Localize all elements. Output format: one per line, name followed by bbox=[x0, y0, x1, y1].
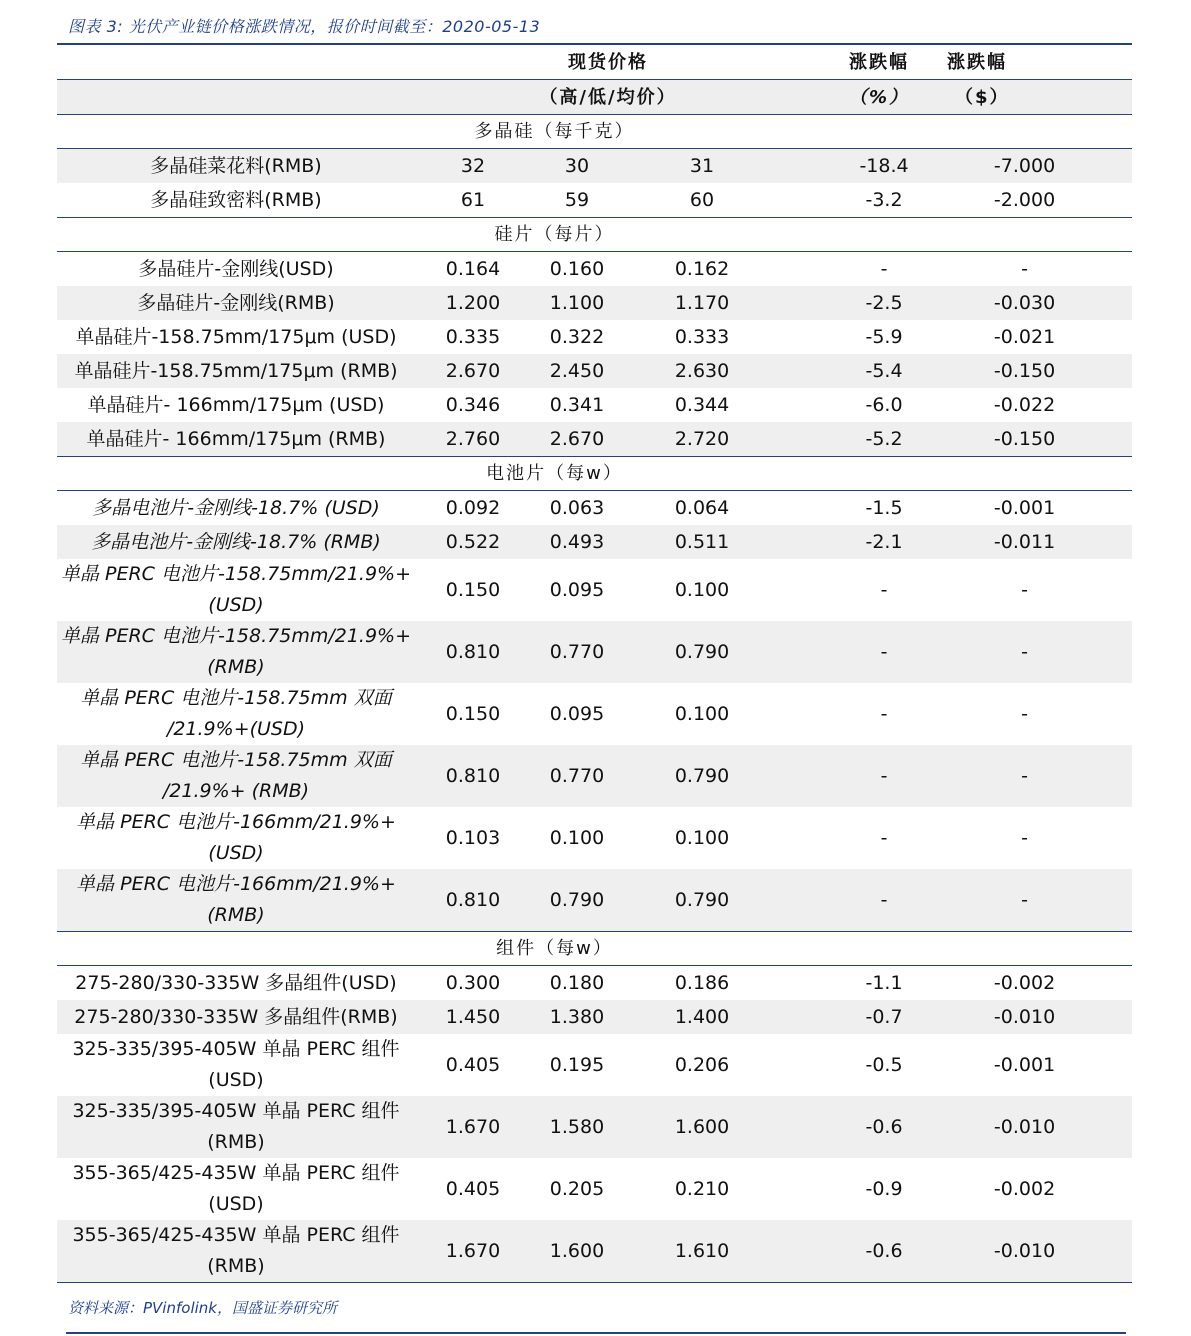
high-price-cell: 1.200 bbox=[415, 286, 531, 320]
row-name-line2: (RMB) bbox=[207, 1131, 265, 1153]
high-price-cell: 2.670 bbox=[415, 354, 531, 388]
low-price-cell: 1.580 bbox=[531, 1096, 623, 1158]
avg-price-cell: 1.170 bbox=[623, 286, 831, 320]
section-title: 组件（每w） bbox=[57, 932, 1132, 966]
row-name-line1: 275-280/330-335W 多晶组件(USD) bbox=[75, 971, 397, 994]
table-row bbox=[57, 1158, 1132, 1220]
high-price-cell: 0.150 bbox=[445, 702, 501, 725]
change-abs-cell: - bbox=[1021, 826, 1028, 849]
price-table-container bbox=[57, 45, 1132, 1283]
table-row bbox=[57, 422, 1132, 457]
row-name-line1: 325-335/395-405W 单晶 PERC 组件 bbox=[72, 1038, 400, 1060]
table-row bbox=[57, 320, 1132, 354]
avg-price-cell: 1.600 bbox=[623, 1096, 831, 1158]
row-name-line1: 多晶硅致密料(RMB) bbox=[150, 188, 322, 211]
change-pct-cell: - bbox=[880, 826, 888, 849]
section-row bbox=[57, 457, 1132, 491]
header-row-1 bbox=[57, 45, 1132, 80]
high-price-cell: 2.760 bbox=[415, 422, 531, 457]
change-pct-cell: -0.5 bbox=[865, 1053, 903, 1076]
change-abs-cell: -0.002 bbox=[993, 1177, 1056, 1200]
change-pct-cell: -2.5 bbox=[831, 286, 927, 320]
usd-unit-header: （$） bbox=[927, 80, 1132, 115]
change-abs-cell: -0.011 bbox=[927, 525, 1132, 559]
row-name-line1: 多晶电池片-金刚线-18.7% (USD) bbox=[92, 496, 380, 519]
low-price-cell: 0.063 bbox=[549, 496, 605, 519]
table-row bbox=[57, 1000, 1132, 1034]
row-name bbox=[57, 286, 415, 320]
row-name bbox=[57, 252, 415, 287]
row-name bbox=[57, 388, 415, 422]
change-pct-cell: -1.5 bbox=[865, 496, 903, 519]
row-name-line2: /21.9%+(USD) bbox=[166, 718, 306, 740]
row-name bbox=[57, 354, 415, 388]
table-row bbox=[57, 621, 1132, 683]
high-price-cell: 1.670 bbox=[415, 1220, 531, 1283]
table-row bbox=[57, 745, 1132, 807]
high-price-cell: 32 bbox=[415, 149, 531, 184]
change-pct-cell: - bbox=[880, 578, 888, 601]
row-name-line1: 单晶 PERC 电池片-158.75mm 双面 bbox=[80, 749, 392, 771]
avg-price-cell: 31 bbox=[623, 149, 831, 184]
row-name-line1: 多晶硅片-金刚线(RMB) bbox=[137, 291, 335, 314]
change-abs-cell: -0.150 bbox=[927, 354, 1132, 388]
avg-price-cell: 0.100 bbox=[674, 826, 730, 849]
avg-price-cell: 0.100 bbox=[674, 702, 730, 725]
change-pct-cell: -5.9 bbox=[865, 325, 903, 348]
row-name-line2: /21.9%+ (RMB) bbox=[162, 780, 310, 802]
row-name-line1: 单晶 PERC 电池片-158.75mm 双面 bbox=[80, 687, 392, 709]
change-pct-cell: - bbox=[831, 621, 927, 683]
avg-price-cell: 0.344 bbox=[674, 393, 730, 416]
table-row bbox=[57, 683, 1132, 745]
low-price-cell: 1.100 bbox=[531, 286, 623, 320]
low-price-cell: 1.600 bbox=[531, 1220, 623, 1283]
high-low-avg-header: （高/低/均价） bbox=[415, 80, 831, 115]
high-price-cell: 0.335 bbox=[445, 325, 501, 348]
high-price-cell: 0.810 bbox=[415, 869, 531, 932]
change-abs-cell: - bbox=[1021, 257, 1028, 280]
table-row bbox=[57, 149, 1132, 184]
change-abs-cell: - bbox=[927, 745, 1132, 807]
change-abs-cell: - bbox=[1021, 578, 1028, 601]
row-name-line2: (RMB) bbox=[207, 904, 265, 926]
high-price-cell: 1.450 bbox=[415, 1000, 531, 1034]
avg-price-cell: 2.720 bbox=[623, 422, 831, 457]
high-price-cell: 0.405 bbox=[445, 1177, 501, 1200]
table-body bbox=[57, 115, 1132, 1283]
row-name-line2: (USD) bbox=[208, 842, 264, 864]
row-name bbox=[57, 745, 415, 807]
table-row bbox=[57, 1220, 1132, 1283]
row-name-line2: (USD) bbox=[208, 1069, 264, 1091]
row-name-line1: 275-280/330-335W 多晶组件(RMB) bbox=[74, 1005, 398, 1028]
row-name-line1: 多晶硅片-金刚线(USD) bbox=[138, 257, 334, 280]
row-name-line1: 单晶 PERC 电池片-166mm/21.9%+ bbox=[76, 811, 396, 833]
low-price-cell: 0.322 bbox=[549, 325, 605, 348]
table-row bbox=[57, 1034, 1132, 1096]
low-price-cell: 59 bbox=[564, 188, 590, 211]
source-note: 资料来源：PVinfolink，国盛证券研究所 bbox=[68, 1299, 337, 1317]
change-pct-cell: -18.4 bbox=[831, 149, 927, 184]
header-row-2 bbox=[57, 80, 1132, 115]
avg-price-cell: 0.210 bbox=[674, 1177, 730, 1200]
low-price-cell: 2.450 bbox=[531, 354, 623, 388]
high-price-cell: 0.150 bbox=[445, 578, 501, 601]
row-name bbox=[57, 1000, 415, 1034]
row-name-line1: 单晶 PERC 电池片-158.75mm/21.9%+ bbox=[60, 563, 412, 585]
low-price-cell: 0.493 bbox=[531, 525, 623, 559]
change-pct-cell: - bbox=[880, 257, 888, 280]
high-price-cell: 0.092 bbox=[445, 496, 501, 519]
change-abs-cell: - bbox=[1021, 702, 1028, 725]
change-pct-cell: - bbox=[831, 869, 927, 932]
avg-price-cell: 1.610 bbox=[623, 1220, 831, 1283]
table-row bbox=[57, 966, 1132, 1001]
high-price-cell: 0.164 bbox=[445, 257, 501, 280]
avg-price-cell: 0.186 bbox=[674, 971, 730, 994]
section-title: 硅片（每片） bbox=[57, 218, 1132, 252]
change-pct-cell: -0.9 bbox=[865, 1177, 903, 1200]
table-row bbox=[57, 388, 1132, 422]
low-price-cell: 0.095 bbox=[549, 702, 605, 725]
row-name bbox=[57, 1034, 415, 1096]
row-name bbox=[57, 683, 415, 745]
spot-price-header: 现货价格 bbox=[568, 51, 649, 73]
low-price-cell: 0.195 bbox=[549, 1053, 605, 1076]
avg-price-cell: 0.790 bbox=[623, 745, 831, 807]
low-price-cell: 2.670 bbox=[531, 422, 623, 457]
change-pct-cell: -1.1 bbox=[865, 971, 903, 994]
change-abs-cell: - bbox=[927, 869, 1132, 932]
section-row bbox=[57, 218, 1132, 252]
row-name-line2: (USD) bbox=[208, 594, 264, 616]
avg-price-cell: 0.100 bbox=[674, 578, 730, 601]
row-name bbox=[57, 807, 415, 869]
high-price-cell: 0.522 bbox=[415, 525, 531, 559]
row-name bbox=[57, 491, 415, 526]
low-price-cell: 1.380 bbox=[531, 1000, 623, 1034]
table-row bbox=[57, 354, 1132, 388]
change-pct-cell: -0.7 bbox=[831, 1000, 927, 1034]
row-name-line1: 多晶电池片-金刚线-18.7% (RMB) bbox=[91, 530, 381, 553]
table-row bbox=[57, 869, 1132, 932]
row-name bbox=[57, 1220, 415, 1283]
change-pct-cell: -6.0 bbox=[865, 393, 903, 416]
change-pct-cell: -0.6 bbox=[831, 1220, 927, 1283]
change-abs-cell: -0.002 bbox=[993, 971, 1056, 994]
high-price-cell: 0.405 bbox=[445, 1053, 501, 1076]
row-name-line1: 单晶 PERC 电池片-158.75mm/21.9%+ bbox=[60, 625, 412, 647]
change-pct-header: 涨跌幅 bbox=[849, 51, 910, 73]
avg-price-cell: 0.064 bbox=[674, 496, 730, 519]
row-name bbox=[57, 320, 415, 354]
row-name-line1: 单晶硅片-158.75mm/175μm (RMB) bbox=[74, 359, 398, 382]
high-price-cell: 61 bbox=[460, 188, 486, 211]
change-abs-cell: -0.021 bbox=[993, 325, 1056, 348]
high-price-cell: 0.103 bbox=[445, 826, 501, 849]
change-pct-cell: -3.2 bbox=[865, 188, 903, 211]
table-row bbox=[57, 807, 1132, 869]
change-pct-cell: -2.1 bbox=[831, 525, 927, 559]
row-name-line1: 单晶硅片-158.75mm/175μm (USD) bbox=[75, 325, 397, 348]
table-row bbox=[57, 491, 1132, 526]
table-row bbox=[57, 286, 1132, 320]
avg-price-cell: 60 bbox=[689, 188, 715, 211]
change-abs-cell: -2.000 bbox=[993, 188, 1056, 211]
high-price-cell: 0.300 bbox=[445, 971, 501, 994]
row-name bbox=[57, 1158, 415, 1220]
row-name bbox=[57, 149, 415, 184]
avg-price-cell: 0.511 bbox=[623, 525, 831, 559]
row-name-line2: (RMB) bbox=[207, 1255, 265, 1277]
row-name-line2: (RMB) bbox=[207, 656, 265, 678]
low-price-cell: 0.770 bbox=[531, 621, 623, 683]
change-abs-cell: -0.010 bbox=[927, 1000, 1132, 1034]
high-price-cell: 0.810 bbox=[415, 745, 531, 807]
low-price-cell: 0.341 bbox=[549, 393, 605, 416]
section-title: 电池片（每w） bbox=[57, 457, 1132, 491]
section-title: 多晶硅（每千克） bbox=[57, 115, 1132, 149]
row-name-line1: 355-365/425-435W 单晶 PERC 组件 bbox=[72, 1224, 400, 1246]
table-row bbox=[57, 1096, 1132, 1158]
change-abs-cell: -0.022 bbox=[993, 393, 1056, 416]
row-name bbox=[57, 966, 415, 1001]
change-abs-header: 涨跌幅 bbox=[947, 51, 1008, 73]
change-abs-cell: -7.000 bbox=[927, 149, 1132, 184]
low-price-cell: 0.100 bbox=[549, 826, 605, 849]
row-name-line1: 单晶硅片- 166mm/175μm (RMB) bbox=[86, 427, 386, 450]
row-name bbox=[57, 869, 415, 932]
low-price-cell: 0.095 bbox=[549, 578, 605, 601]
change-pct-cell: -0.6 bbox=[831, 1096, 927, 1158]
change-pct-cell: - bbox=[880, 702, 888, 725]
pct-unit-header: （%） bbox=[831, 80, 927, 115]
figure-caption: 图表 3: 光伏产业链价格涨跌情况，报价时间截至：2020-05-13 bbox=[68, 17, 541, 36]
change-abs-cell: -0.150 bbox=[927, 422, 1132, 457]
row-name bbox=[57, 1096, 415, 1158]
low-price-cell: 30 bbox=[531, 149, 623, 184]
row-name bbox=[57, 559, 415, 621]
change-pct-cell: -5.4 bbox=[831, 354, 927, 388]
row-name-line2: (USD) bbox=[208, 1193, 264, 1215]
row-name-line1: 单晶 PERC 电池片-166mm/21.9%+ bbox=[76, 873, 396, 895]
avg-price-cell: 0.790 bbox=[623, 869, 831, 932]
low-price-cell: 0.205 bbox=[549, 1177, 605, 1200]
change-abs-cell: -0.030 bbox=[927, 286, 1132, 320]
high-price-cell: 0.810 bbox=[415, 621, 531, 683]
change-abs-cell: -0.001 bbox=[993, 496, 1056, 519]
change-pct-cell: - bbox=[831, 745, 927, 807]
row-name-line1: 单晶硅片- 166mm/175μm (USD) bbox=[87, 393, 385, 416]
price-table bbox=[57, 45, 1132, 1283]
avg-price-cell: 0.333 bbox=[674, 325, 730, 348]
change-pct-cell: -5.2 bbox=[831, 422, 927, 457]
section-row bbox=[57, 115, 1132, 149]
low-price-cell: 0.180 bbox=[549, 971, 605, 994]
high-price-cell: 0.346 bbox=[445, 393, 501, 416]
change-abs-cell: -0.001 bbox=[993, 1053, 1056, 1076]
low-price-cell: 0.770 bbox=[531, 745, 623, 807]
low-price-cell: 0.160 bbox=[549, 257, 605, 280]
change-abs-cell: -0.010 bbox=[927, 1096, 1132, 1158]
table-row bbox=[57, 525, 1132, 559]
avg-price-cell: 2.630 bbox=[623, 354, 831, 388]
low-price-cell: 0.790 bbox=[531, 869, 623, 932]
avg-price-cell: 0.206 bbox=[674, 1053, 730, 1076]
avg-price-cell: 1.400 bbox=[623, 1000, 831, 1034]
row-name bbox=[57, 183, 415, 218]
avg-price-cell: 0.790 bbox=[623, 621, 831, 683]
table-row bbox=[57, 183, 1132, 218]
row-name-line1: 355-365/425-435W 单晶 PERC 组件 bbox=[72, 1162, 400, 1184]
avg-price-cell: 0.162 bbox=[674, 257, 730, 280]
change-abs-cell: - bbox=[927, 621, 1132, 683]
change-abs-cell: -0.010 bbox=[927, 1220, 1132, 1283]
high-price-cell: 1.670 bbox=[415, 1096, 531, 1158]
row-name-line1: 325-335/395-405W 单晶 PERC 组件 bbox=[72, 1100, 400, 1122]
bottom-rule bbox=[66, 1332, 1126, 1334]
row-name bbox=[57, 621, 415, 683]
row-name bbox=[57, 525, 415, 559]
row-name bbox=[57, 422, 415, 457]
table-row bbox=[57, 252, 1132, 287]
table-row bbox=[57, 559, 1132, 621]
section-row bbox=[57, 932, 1132, 966]
row-name-line1: 多晶硅菜花料(RMB) bbox=[150, 154, 322, 177]
